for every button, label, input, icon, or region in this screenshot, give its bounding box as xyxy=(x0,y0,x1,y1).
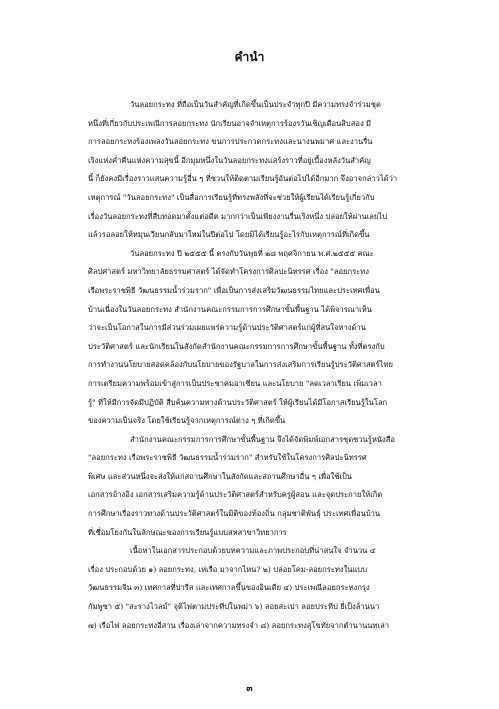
paragraph-line: เนื้อหาในเอกสารประกอบด้วยบทความและภาพประกอบที่น่าสนใจ จำนวน ๔ xyxy=(130,546,376,556)
paragraph-line: หนึ่งที่เกี่ยวกับประเพณีการลอยกระทง นักเรียนอาจจำเหตุการร้องรวันเชิญเดือนสิบสอง มี xyxy=(88,118,372,128)
page-number: ๓ xyxy=(246,684,253,694)
paragraph-line: ของความเป็นจริง โดยใช้เรียนรู้จากเหตุการณ์ต่าง ๆ ที่เกิดขึ้น xyxy=(88,416,286,426)
paragraph-line: "ลอยกระทง เรือพระราชพิธี วัฒนธรรมน้ำร่วมราก" สำหรับใช้ในโครงการศิลปะนิทรรศ xyxy=(88,453,367,463)
body-text xyxy=(88,96,424,635)
paragraph-line: การทำงานนโยบายสอดคล้องกับนโยบายของรัฐบาลในการส่งเสริมการเรียนรู้ประวัติศาสตร์ไทย xyxy=(88,360,393,370)
paragraph-line: เริงแห่งค่ำคืนแห่งความสุขนี้ อีกมุมหนึ่งในวันลอยกระทงแสร้งราวที่อยู่เบื้องหลังวันสำคัญ xyxy=(88,155,371,165)
paragraph-line: พิเศษ และส่วนหนึ่งจะส่งให้แก่สถานศึกษาในสังกัดและสถานศึกษาอื่น ๆ เพื่อใช้เป็น xyxy=(88,471,352,481)
paragraph-line: วันลอยกระทง ที่ถือเป็นวันสำคัญที่เกิดขึ้นเป็นประจำทุกปี มีความทรงจำร่วมชุด xyxy=(130,100,381,109)
paragraph-line: การศึกษาเรื่องราวทางด้านประวัติศาสตร์ในมิติของท้องถิ่น กลุ่มชาติพันธุ์ ประเทศเพื่อนบ้าน xyxy=(88,509,381,519)
paragraph-line: กัมพูชา ๕) "สะรางไวลม์" จุติไฟตามประทีปในพม่า ๖) ลอยสะเปา ลอยประทีป ยี่เป็งล้านนา xyxy=(88,602,380,612)
paragraph-line: แล้วรอลอยให้หมุนเวียนกลับมาใหม่ในปีต่อไป โดยมิได้เรียนรู้อะไรกับเหตุการณ์ที่เกิดขึ้น xyxy=(88,230,370,240)
paragraph-line: เรื่อง ประกอบด้วย ๑) ลอยกระทง, เห่เรือ มาจากไหน? ๒) ปล่อยโคม-ลอยกระทงในแบบ xyxy=(88,564,368,574)
paragraph-line: เอกสารอ้างอิง เอกสารเสริมความรู้ด้านประวัติศาสตร์สำหรับครูผู้สอน และจุดประกายให้เกิด xyxy=(88,490,383,500)
paragraph-line: ประวัติศาสตร์ และนักเรียนในสังกัดสำนักงานคณะกรรมการการศึกษาขั้นพื้นฐาน ทั้งที่ตรงกับ xyxy=(88,341,385,351)
paragraph-line: วันลอยกระทง ปี ๒๕๕๕ นี้ ตรงกับวันพุธที่ ๒๘ พฤศจิกายน พ.ศ.๒๕๕๕ คณะ xyxy=(130,248,374,258)
paragraph-line: การลอยกระทงร้องเพลงวันลอยกระทง ขนการประกวดกระทงและนางนพมาศ และงานรื่น xyxy=(88,137,373,147)
paragraph-line: ที่เชื่อมโยงกันในลักษณะของการเรียนรู้แบบสหสาขาวิทยาการ xyxy=(88,527,287,537)
paragraph-line: บ้านเนื่องในวันลอยกระทง สำนักงานคณะกรรมการการศึกษาขั้นพื้นฐาน ได้พิจารณาเห็น xyxy=(88,304,372,314)
paragraph-line: การเตรียมความพร้อมเข้าสู่การเป็นประชาคมอาเซียน และนโยบาย "ลดเวลาเรียน เพิ่มเวลา xyxy=(88,378,382,388)
paragraph-line: ว่าจะเป็นโอกาสในการมีส่วนร่วมเผยแพร่ความรู้ด้านประวัติศาสตร์แก่ผู้ที่สนใจทางด้าน xyxy=(88,323,366,333)
paragraph-line: วัฒนธรรมจีน ๓) เทศกาลที่ปารีส และเทศกาลขึ้นของอินเดีย ๔) ประเพณีลอยกระทงกรุง xyxy=(88,583,370,593)
paragraph-line: รู้" ที่ให้มีการจัดมีปฏิบัติ สืบค้นความทางด้านประวัติศาสตร์ ให้ผู้เรียนได้มีโอกาสเรียนรู้ในโลก xyxy=(88,397,388,407)
paragraph-line: เหตุการณ์ "วันลอยกระทง" เป็นสื่อการเรียนรู้ที่ทรงพลังที่จะช่วยให้ผู้เรียนได้เรียนรู้เกี่ยวกับ xyxy=(88,192,375,202)
paragraph-line: สำนักงานคณะกรรมการการศึกษาขั้นพื้นฐาน จึงได้จัดพิมพ์เอกสารชุดชวนรู้หนังสือ xyxy=(130,434,395,444)
paragraph-line: ศิลปศาสตร์ มหาวิทยาลัยธรรมศาสตร์ ได้จัดทำโครงการศิลปะนิทรรศ เรื่อง "ลอยกระทง xyxy=(88,267,369,277)
paragraph-line: นี้ ก็ยังคงมีเรื่องราวแสนความรู้อื่น ๆ ที่ชวนให้ติดตามเรียนรู้อันต่อไปได้อีกมาก จึงอาจกล่าวได้ว่า xyxy=(88,174,398,184)
paragraph-line: ๗) เรือไฟ ลอยกระทงอีสาน เรื่องเล่าจากความทรงจำ ๘) ลอยกระทงสุโขทัยจากตำนานนทเล่า xyxy=(88,620,390,630)
paragraph-line: เรื่องวันลอยกระทงที่สืบทอดมาตั้งแต่อดีต มากกว่าเป็นเพียงงานรื่นเริงหนึ่ง ปล่อยให้ผ่านเลยไป xyxy=(88,211,387,221)
page-title: คำนำ xyxy=(234,50,265,64)
paragraph-line: เรือพระราชพิธี วัฒนธรรมน้ำร่วมราก" เพื่อเป็นการส่งเสริมวัฒนธรรมไทยและประเทศเพื่อน xyxy=(88,285,380,295)
